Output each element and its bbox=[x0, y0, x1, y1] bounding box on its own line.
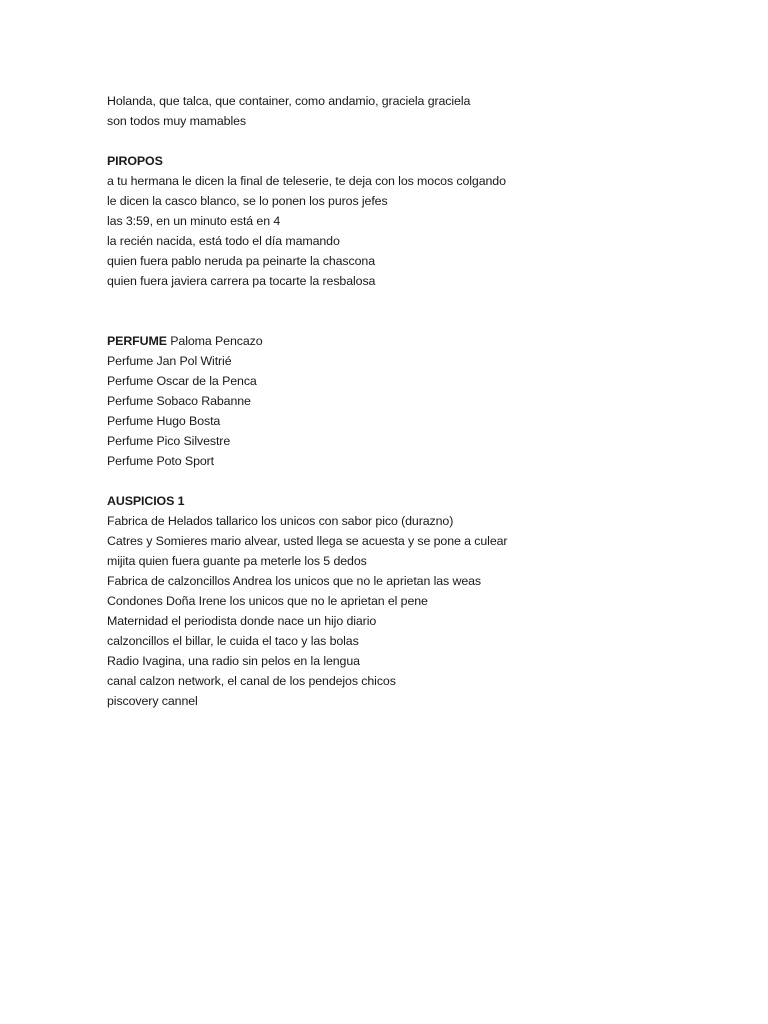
intro-line: Holanda, que talca, que container, como andamio, graciela graciela bbox=[107, 94, 471, 108]
auspicio-line: Radio Ivagina, una radio sin pelos en la lengua bbox=[107, 654, 360, 668]
piropo-line: las 3:59, en un minuto está en 4 bbox=[107, 214, 281, 228]
auspicio-line: Catres y Somieres mario alvear, usted llega se acuesta y se pone a culear bbox=[107, 534, 508, 548]
auspicio-line: Condones Doña Irene los unicos que no le aprietan el pene bbox=[107, 594, 428, 608]
piropo-line: le dicen la casco blanco, se lo ponen los puros jefes bbox=[107, 194, 388, 208]
intro-line: son todos muy mamables bbox=[107, 114, 246, 128]
section-heading-piropos: PIROPOS bbox=[107, 154, 163, 168]
perfume-line: Perfume Oscar de la Penca bbox=[107, 374, 257, 388]
perfume-first-name: Paloma Pencazo bbox=[166, 334, 263, 348]
perfume-line: Perfume Pico Silvestre bbox=[107, 434, 231, 448]
perfume-line: Perfume Jan Pol Witrié bbox=[107, 354, 232, 368]
perfume-line: Perfume Hugo Bosta bbox=[107, 414, 221, 428]
auspicio-line: Fabrica de calzoncillos Andrea los unicos que no le aprietan las weas bbox=[107, 574, 481, 588]
auspicio-line: calzoncillos el billar, le cuida el taco y las bolas bbox=[107, 634, 359, 648]
auspicio-line: piscovery cannel bbox=[107, 694, 198, 708]
piropo-line: quien fuera javiera carrera pa tocarte la resbalosa bbox=[107, 274, 376, 288]
section-heading-auspicios: AUSPICIOS 1 bbox=[107, 494, 185, 508]
piropo-line: a tu hermana le dicen la final de teleserie, te deja con los mocos colgando bbox=[107, 174, 506, 188]
piropo-line: quien fuera pablo neruda pa peinarte la chascona bbox=[107, 254, 376, 268]
piropo-line: la recién nacida, está todo el día mamando bbox=[107, 234, 340, 248]
spacer bbox=[107, 291, 727, 331]
document-body bbox=[107, 91, 727, 711]
perfume-line: Perfume Poto Sport bbox=[107, 454, 215, 468]
auspicio-line: Fabrica de Helados tallarico los unicos con sabor pico (durazno) bbox=[107, 514, 454, 528]
spacer bbox=[107, 131, 727, 151]
auspicio-line: mijita quien fuera guante pa meterle los 5 dedos bbox=[107, 554, 367, 568]
perfume-line: Perfume Sobaco Rabanne bbox=[107, 394, 251, 408]
auspicio-line: canal calzon network, el canal de los pendejos chicos bbox=[107, 674, 396, 688]
auspicio-line: Maternidad el periodista donde nace un hijo diario bbox=[107, 614, 377, 628]
perfume-first-line bbox=[107, 331, 727, 351]
spacer bbox=[107, 471, 727, 491]
section-heading-perfume: PERFUME bbox=[107, 334, 167, 348]
